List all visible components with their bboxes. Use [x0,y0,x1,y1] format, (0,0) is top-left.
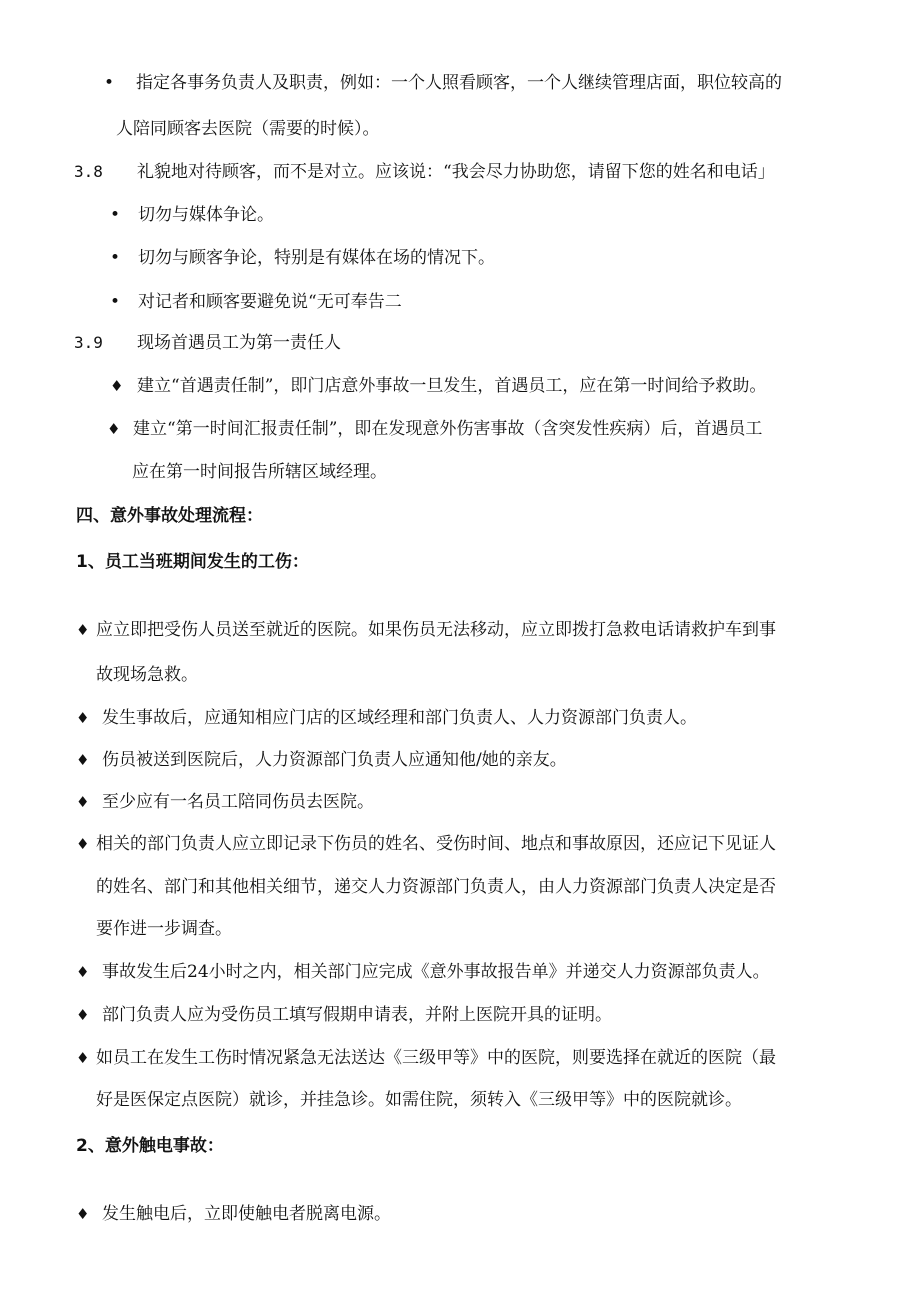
list-item: 部门负责人应为受伤员工填写假期申请表，并附上医院开具的证明。 [102,1005,612,1025]
list-item: 伤员被送到医院后，人力资源部门负责人应通知他/她的亲友。 [102,750,567,770]
bullet-dot: • [110,205,121,225]
diamond-bullet-icon: ♦ [110,377,124,395]
list-item: 发生触电后，立即使触电者脱离电源。 [102,1204,391,1224]
list-item: 对记者和顾客要避免说“无可奉告二 [138,292,402,312]
diamond-bullet-icon: ♦ [76,621,90,639]
bullet-dot: • [104,73,115,93]
list-item-continuation: 应在第一时间报告所辖区域经理。 [132,462,387,482]
section-heading: 四、意外事故处理流程： [76,506,263,526]
diamond-bullet-icon: ♦ [76,963,90,981]
list-item-continuation: 故现场急救。 [96,665,198,685]
subsection-heading: 1、员工当班期间发生的工伤： [76,552,309,572]
list-item: 事故发生后24小时之内，相关部门应完成《意外事故报告单》并递交人力资源部负责人。 [102,962,770,982]
diamond-bullet-icon: ♦ [76,1205,90,1223]
section-text: 现场首遇员工为第一责任人 [137,333,341,353]
diamond-bullet-icon: ♦ [107,420,121,438]
paragraph-line: 指定各事务负责人及职责，例如：一个人照看顾客，一个人继续管理店面，职位较高的 [136,73,782,93]
list-item-continuation: 要作进一步调查。 [96,919,232,939]
list-item: 至少应有一名员工陪同伤员去医院。 [102,792,374,812]
section-number: 3.8 [74,162,103,181]
section-number: 3.9 [74,333,103,352]
diamond-bullet-icon: ♦ [76,751,90,769]
list-item: 建立“第一时间汇报责任制”，即在发现意外伤害事故（含突发性疾病）后，首遇员工 [133,419,763,439]
diamond-bullet-icon: ♦ [76,1006,90,1024]
list-item-continuation: 的姓名、部门和其他相关细节，递交人力资源部门负责人，由人力资源部门负责人决定是否 [96,877,776,897]
list-item: 建立“首遇责任制”，即门店意外事故一旦发生，首遇员工，应在第一时间给予救助。 [137,376,767,396]
list-item: 应立即把受伤人员送至就近的医院。如果伤员无法移动，应立即拨打急救电话请救护车到事 [96,620,776,640]
diamond-bullet-icon: ♦ [76,1049,90,1067]
diamond-bullet-icon: ♦ [76,835,90,853]
list-item: 切勿与媒体争论。 [138,205,274,225]
section-text: 礼貌地对待顾客，而不是对立。应该说：“我会尽力协助您，请留下您的姓名和电话」 [137,162,775,182]
bullet-dot: • [110,248,121,268]
list-item: 如员工在发生工伤时情况紧急无法送达《三级甲等》中的医院，则要选择在就近的医院（最 [96,1048,776,1068]
diamond-bullet-icon: ♦ [76,793,90,811]
paragraph-line: 人陪同顾客去医院（需要的时候）。 [116,119,380,139]
diamond-bullet-icon: ♦ [76,709,90,727]
list-item: 发生事故后，应通知相应门店的区域经理和部门负责人、人力资源部门负责人。 [102,708,697,728]
bullet-dot: • [110,292,121,312]
list-item: 相关的部门负责人应立即记录下伤员的姓名、受伤时间、地点和事故原因，还应记下见证人 [96,834,776,854]
subsection-heading: 2、意外触电事故： [76,1136,224,1156]
list-item: 切勿与顾客争论，特别是有媒体在场的情况下。 [138,248,495,268]
list-item-continuation: 好是医保定点医院）就诊，并挂急诊。如需住院，须转入《三级甲等》中的医院就诊。 [96,1090,742,1110]
